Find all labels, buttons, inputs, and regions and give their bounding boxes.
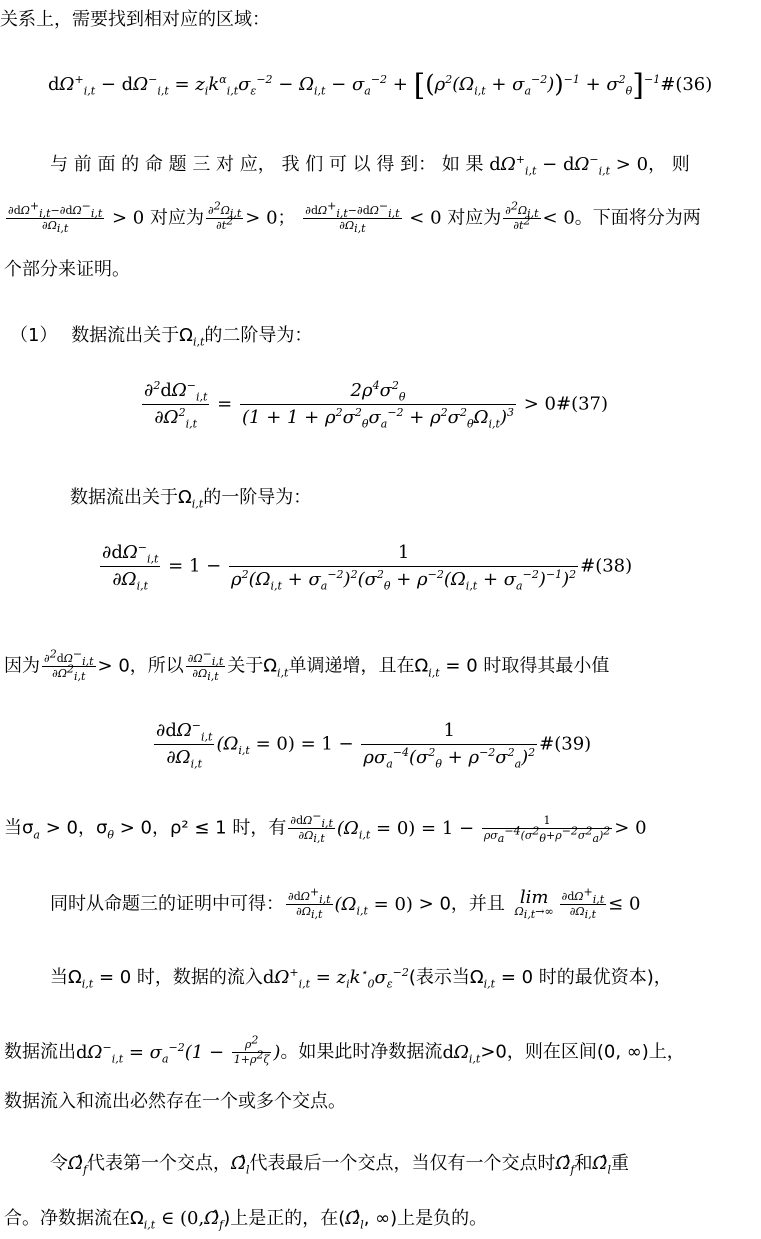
paragraph-correspondence-2: $\frac{\partial d\Omega^+_{i,t}-\partial d\Omega^-_{i,t}}{\partial\Omega_{i,t}}$ > 0 对应为 $\frac{\partial^2\Omega_{i,t}}{\partial t^2}$ > 0； $\frac{\partial d\Omega^+_{i,t}-\partial d\Omega^-_{i,t}}{\partial\Omega_{i,t}}$ < 0 对应为 $\frac{\partial^2\Omega_{i,t}}{\partial t^2}$ < 0。下面将分为两 bbox=[8, 199, 701, 236]
equation-tag: #(39) bbox=[539, 733, 592, 755]
text-segment: 当Ω bbox=[50, 967, 82, 988]
paragraph-outflow: 数据流出$d\Omega^-_{i,t} = \sigma_a^{-2}(1$ − $\frac{\rho^2}{1+\rho^2\zeta}$ )。如果此时净数据流$d\Omega_{i,t}>0$，则在区间(0, ∞)上， bbox=[4, 1033, 685, 1066]
equation-tag: #(37) bbox=[556, 393, 609, 415]
intro-text: 关系上，需要找到相对应的区域： bbox=[0, 9, 270, 30]
text-segment: ≤ 0 bbox=[608, 893, 641, 915]
paragraph-limit: 同时从命题三的证明中可得： $\frac{\partial d\Omega^+_{i,t}}{\partial\Omega_{i,t}}$ $(\Omega_{i,t} = 0) > 0$，并且 lim $\Omega_{i,t}\to\infty$ $\frac{\partial d\Omega^+_{i,t}}{\partial\Omega_{i,t}}$ ≤ 0 bbox=[50, 885, 641, 922]
text-segment: = 0 时的最优资本)， bbox=[500, 967, 672, 988]
text-segment: 数据流出关于Ω bbox=[71, 325, 193, 346]
equation-tag: #(36) bbox=[660, 74, 713, 95]
paragraph-correspondence: 与 前 面 的 命 题 三 对 应， 我 们 可 以 得 到： 如 果 $d\Omega^+_{i,t} - d\Omega^-_{i,t} > 0$， 则 bbox=[50, 153, 690, 178]
text-segment: 代表最后一个交点，当仅有一个交点时 bbox=[249, 1153, 556, 1174]
text-segment: 对应为 bbox=[150, 207, 204, 229]
text-segment: 代表第一个交点， bbox=[87, 1153, 232, 1174]
equation-36: $d\Omega^+_{i,t} - d\Omega^-_{i,t} = z_ik^\alpha_{i,t}\sigma_\varepsilon^{-2} - \Omega_{i,t} - \sigma_a^{-2} + [(\rho^2(\Omega_{i,t} + \sigma_a^{-2}))^{-1}$ + $\sigma^2_\theta]^{-1}\#(36)$ bbox=[48, 68, 713, 103]
paragraph-net-flow: 合。净数据流在$\Omega_{i,t}$ ∈ $(0,\Omegâ_f)$上是正的，在($\Omegâ_l$, ∞)上是负的。 bbox=[4, 1208, 488, 1232]
text-segment: 数据流出 bbox=[4, 1041, 76, 1063]
section-number: （1） bbox=[10, 325, 58, 346]
text-segment: 重 bbox=[610, 1153, 629, 1174]
text-segment: = 0 时取得其最小值 bbox=[445, 655, 610, 677]
text-segment: > 0，所以 bbox=[97, 655, 184, 677]
text-segment: ∈ (0, bbox=[160, 1208, 205, 1229]
paragraph-points: 令$\Omegâ_f$代表第一个交点，$\Omegâ_l$代表最后一个交点，当仅有一个交点时$\Omegâ_f$和$\Omegâ_l$重 bbox=[50, 1153, 629, 1177]
text-segment: > 0，ρ² ≤ 1 时，有 bbox=[119, 817, 287, 839]
paragraph-inflow: 当$\Omega_{i,t} = 0$ 时，数据的流入$d\Omega^+_{i,t} = z_ik^⋆_0\sigma_\varepsilon^{-2}$(表示当$\Omega_{i,t} = 0$ 时的最优资本)， bbox=[50, 966, 672, 991]
text-segment: 与 前 面 的 命 题 三 对 应， 我 们 可 以 得 到： 如 果 bbox=[50, 154, 484, 175]
text-segment: (表示当Ω bbox=[408, 967, 484, 988]
text-segment: 的一阶导为： bbox=[203, 487, 312, 508]
text-segment: 合。净数据流在Ω bbox=[4, 1208, 144, 1229]
text-segment: >0，则在区间(0, ∞)上， bbox=[480, 1041, 685, 1063]
text-segment: 当σ bbox=[4, 817, 34, 839]
text-segment: 数据流出关于Ω bbox=[70, 487, 192, 508]
paragraph-condition: 当$\sigma_a > 0$，$\sigma_\theta > 0$，ρ² ≤ 1 时，有 $\frac{\partial d\Omega^-_{i,t}}{\partial\Omega_{i,t}}$ $(\Omega_{i,t} = 0) = 1$ − $\frac{1}{\rho\sigma_a^{-4}(\sigma^2_\theta+\rho^{-2}\sigma^2_a)^2}$ > 0 bbox=[4, 809, 647, 846]
text-segment: ； bbox=[277, 207, 296, 229]
paragraph-intersection bbox=[4, 1090, 346, 1114]
text-segment: 的二阶导为： bbox=[204, 325, 313, 346]
equation-39: $\frac{\partial d\Omega^-_{i,t}}{\partial\Omega_{i,t}}$ $(\Omega_{i,t} = 0) = 1$ − $\frac{1}{\rho\sigma_a^{-4}(\sigma^2_\theta + \rho^{-2}\sigma^2_a)^2}$ #(39) bbox=[156, 719, 592, 771]
text-segment: 因为 bbox=[4, 655, 40, 677]
text-segment: 。如果此时净数据流 bbox=[280, 1041, 443, 1063]
text-segment: 令 bbox=[50, 1153, 68, 1174]
paragraph-monotonic: 因为 $\frac{\partial^2d\Omega^-_{i,t}}{\partial\Omega^2_{i,t}}$ > 0，所以 $\frac{\partial\Omega^-_{i,t}}{\partial\Omega_{i,t}}$ 关于$\Omega_{i,t}$单调递增，且在$\Omega_{i,t} = 0$ 时取得其最小值 bbox=[4, 647, 610, 684]
text-segment: )上是正的，在( bbox=[223, 1208, 346, 1229]
text-segment: 对应为 bbox=[447, 207, 502, 229]
equation-37: $\frac{\partial^2d\Omega^-_{i,t}}{\partial\Omega^2_{i,t}}$ = $\frac{2\rho^4\sigma^2_\theta}{(1 + 1 + \rho^2\sigma^2_\theta\sigma_a^{-2} + \rho^2\sigma^2_\theta\Omega_{i,t})^3}$ > 0#(37) bbox=[144, 379, 609, 431]
paragraph-first-derivative: 数据流出关于$\Omega_{i,t}$的一阶导为： bbox=[70, 487, 312, 511]
paragraph-correspondence-3 bbox=[4, 258, 130, 282]
text-segment: > 0，并且 bbox=[418, 893, 505, 915]
equation-38: $\frac{\partial d\Omega^-_{i,t}}{\partial\Omega_{i,t}}$ = 1 − $\frac{1}{\rho^2(\Omega_{i,t} + \sigma_a^{-2})^2(\sigma^2_\theta + \rho^{-2}(\Omega_{i,t} + \sigma_a^{-2})^{-1})^2}$ #(38) bbox=[102, 541, 633, 593]
text-segment: = 0 时，数据的流入 bbox=[98, 967, 263, 988]
equation-tag: #(38) bbox=[580, 555, 633, 577]
paragraph-intro bbox=[0, 8, 270, 32]
text-segment: 和 bbox=[574, 1153, 593, 1174]
section-1-heading: （1） 数据流出关于$\Omega_{i,t}$的二阶导为： bbox=[10, 325, 313, 349]
text-segment: 关于Ω bbox=[227, 655, 278, 677]
text-segment: , ∞)上是负的。 bbox=[363, 1208, 488, 1229]
text-segment: 个部分来证明。 bbox=[4, 259, 130, 280]
text-segment: 数据流入和流出必然存在一个或多个交点。 bbox=[4, 1091, 346, 1112]
text-segment: 单调递增，且在Ω bbox=[288, 655, 429, 677]
text-segment: ， 则 bbox=[648, 154, 690, 175]
text-segment: > 0，σ bbox=[45, 817, 108, 839]
text-segment: 。下面将分为两 bbox=[574, 207, 701, 229]
text-segment: 同时从命题三的证明中可得： bbox=[50, 893, 284, 915]
